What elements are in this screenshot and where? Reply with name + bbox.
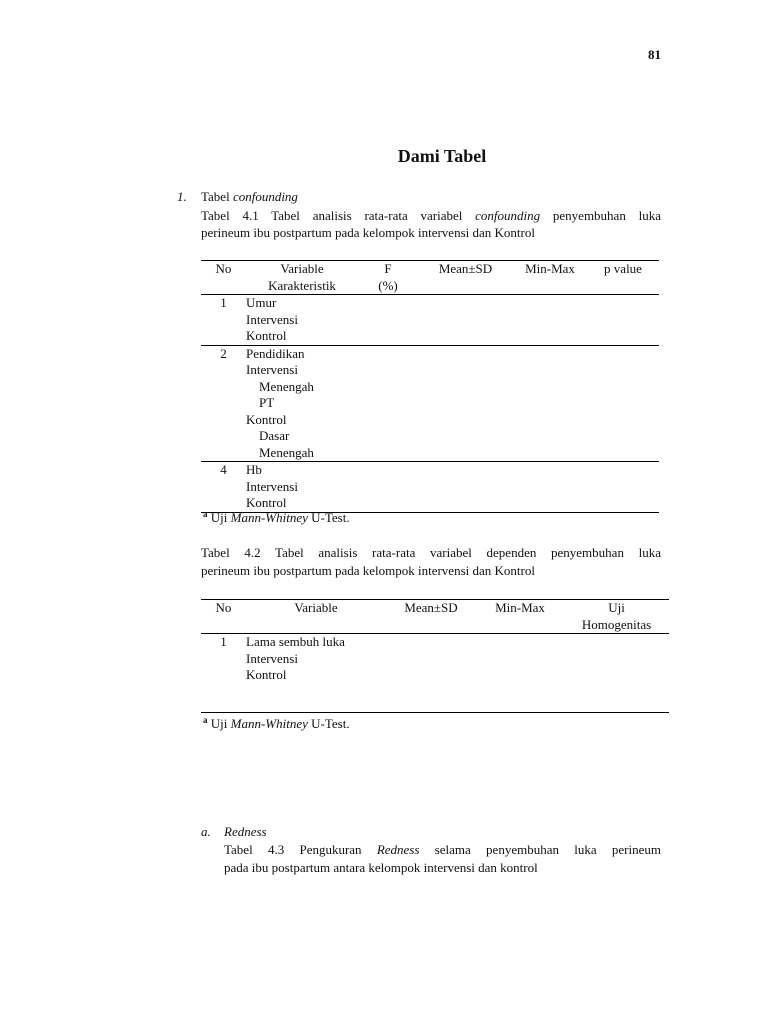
section-heading: Tabel confounding <box>201 189 298 204</box>
cell-variable: Hb Intervensi Kontrol <box>246 462 358 513</box>
header-mean-sd: Mean±SD <box>386 600 476 634</box>
page-title: Dami Tabel <box>397 146 487 166</box>
header-no: No <box>201 261 246 295</box>
subsection-letter: a. <box>201 824 211 839</box>
table-row <box>201 462 659 513</box>
table-row <box>201 345 659 462</box>
cell-no: 2 <box>201 345 246 462</box>
header-min-max: Min-Max <box>513 261 587 295</box>
header-min-max: Min-Max <box>476 600 564 634</box>
cell-no: 1 <box>201 634 246 713</box>
header-variable: Variable <box>246 600 386 634</box>
table-header-row <box>201 600 669 634</box>
table-header-row <box>201 261 659 295</box>
section-number: 1. <box>177 189 187 204</box>
table-row <box>201 295 659 346</box>
table-confounding <box>201 260 659 513</box>
header-mean-sd: Mean±SD <box>418 261 513 295</box>
page-number: 81 <box>648 47 661 62</box>
header-uji-homogenitas: Uji Homogenitas <box>564 600 669 634</box>
table2-footnote: $^a$ Uji Mann-Whitney U-Test. <box>203 715 350 731</box>
cell-no: 4 <box>201 462 246 513</box>
header-no: No <box>201 600 246 634</box>
table1-caption-line2: perineum ibu postpartum pada kelompok intervensi dan Kontrol <box>201 225 535 240</box>
table2-caption-line2: perineum ibu postpartum pada kelompok intervensi dan Kontrol <box>201 563 535 578</box>
table3-caption-line1: Tabel 4.3 Pengukuran Redness selama penyembuhan luka perineum <box>224 842 661 857</box>
table1-caption-line1: Tabel 4.1 Tabel analisis rata-rata variabel confounding penyembuhan luka <box>201 208 661 223</box>
cell-variable: Pendidikan Intervensi Menengah PT Kontrol Dasar Menengah <box>246 345 358 462</box>
cell-no: 1 <box>201 295 246 346</box>
table3-caption-line2: pada ibu postpartum antara kelompok intervensi dan kontrol <box>224 860 538 875</box>
subsection-heading: Redness <box>224 824 267 839</box>
table2-caption-line1: Tabel 4.2 Tabel analisis rata-rata variabel dependen penyembuhan luka <box>201 545 661 560</box>
table-dependen <box>201 599 669 713</box>
table-row <box>201 634 669 713</box>
header-p-value: p value <box>587 261 659 295</box>
table1-footnote: $^a$ Uji Mann-Whitney U-Test. <box>203 509 350 525</box>
cell-variable: Lama sembuh luka Intervensi Kontrol <box>246 634 386 713</box>
cell-variable: Umur Intervensi Kontrol <box>246 295 358 346</box>
header-variable: Variable Karakteristik <box>246 261 358 295</box>
header-f: F (%) <box>358 261 418 295</box>
